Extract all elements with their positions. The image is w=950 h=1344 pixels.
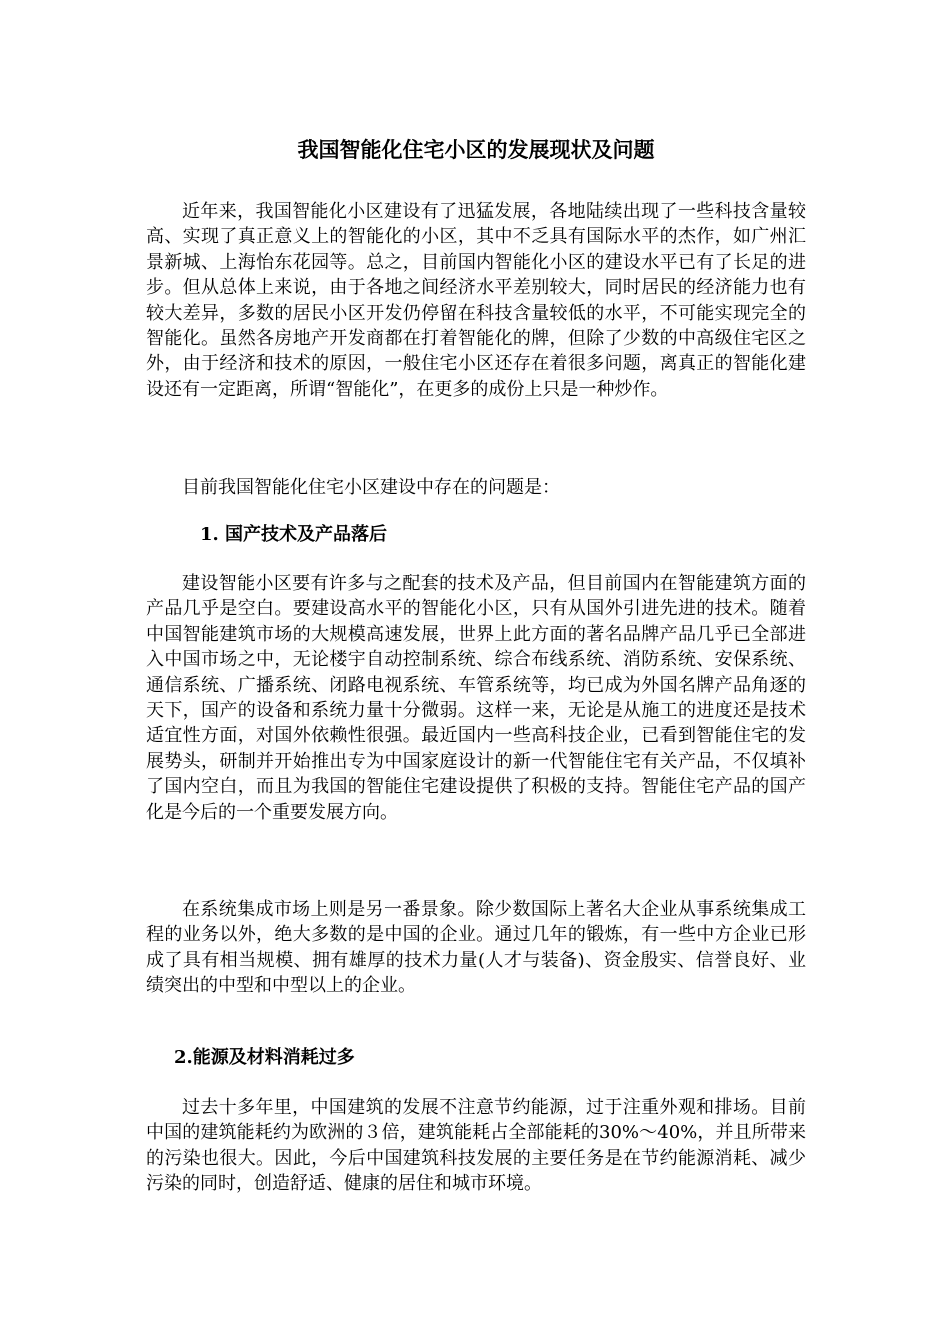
section-1-paragraph-2: 在系统集成市场上则是另一番景象。除少数国际上著名大企业从事系统集成工程的业务以外，绝大多数的是中国的企业。通过几年的锻炼，有一些中方企业已形成了具有相当规模、拥有雄厚的技术力量(人才与装备)、资金殷实、信誉良好、业绩突出的中型和中型以上的企业。 — [146, 899, 806, 997]
intro-paragraph: 近年来，我国智能化小区建设有了迅猛发展，各地陆续出现了一些科技含量较高、实现了真正意义上的智能化的小区，其中不乏具有国际水平的杰作，如广州汇景新城、上海怡东花园等。总之，目前国内智能化小区的建设水平已有了长足的进步。但从总体上来说，由于各地之间经济水平差别较大，同时居民的经济能力也有较大差异，多数的居民小区开发仍停留在科技含量较低的水平，不可能实现完全的智能化。虽然各房地产开发商都在打着智能化的牌，但除了少数的中高级住宅区之外，由于经济和技术的原因，一般住宅小区还存在着很多问题，离真正的智能化建设还有一定距离，所谓“智能化”，在更多的成份上只是一种炒作。 — [146, 201, 806, 400]
problems-lead-paragraph: 目前我国智能化住宅小区建设中存在的问题是： — [182, 477, 560, 498]
section-heading-2: 2.能源及材料消耗过多 — [174, 1047, 355, 1068]
document-title: 我国智能化住宅小区的发展现状及问题 — [297, 137, 655, 162]
section-2-paragraph-1: 过去十多年里，中国建筑的发展不注意节约能源，过于注重外观和排场。目前中国的建筑能耗约为欧洲的３倍，建筑能耗占全部能耗的30%～40%，并且所带来的污染也很大。因此，今后中国建筑科技发展的主要任务是在节约能源消耗、减少污染的同时，创造舒适、健康的居住和城市环境。 — [146, 1097, 806, 1195]
section-1-paragraph-1: 建设智能小区要有许多与之配套的技术及产品，但目前国内在智能建筑方面的产品几乎是空白。要建设高水平的智能化小区，只有从国外引进先进的技术。随着中国智能建筑市场的大规模高速发展，世界上此方面的著名品牌产品几乎已全部进入中国市场之中，无论楼宇自动控制系统、综合布线系统、消防系统、安保系统、通信系统、广播系统、闭路电视系统、车管系统等，均已成为外国名牌产品角逐的天下，国产的设备和系统力量十分微弱。这样一来，无论是从施工的进度还是技术适宜性方面，对国外依赖性很强。最近国内一些高科技企业，已看到智能住宅的发展势头，研制并开始推出专为中国家庭设计的新一代智能住宅有关产品，不仅填补了国内空白，而且为我国的智能住宅建设提供了积极的支持。智能住宅产品的国产化是今后的一个重要发展方向。 — [146, 573, 806, 823]
section-heading-1: 1. 国产技术及产品落后 — [200, 524, 388, 545]
